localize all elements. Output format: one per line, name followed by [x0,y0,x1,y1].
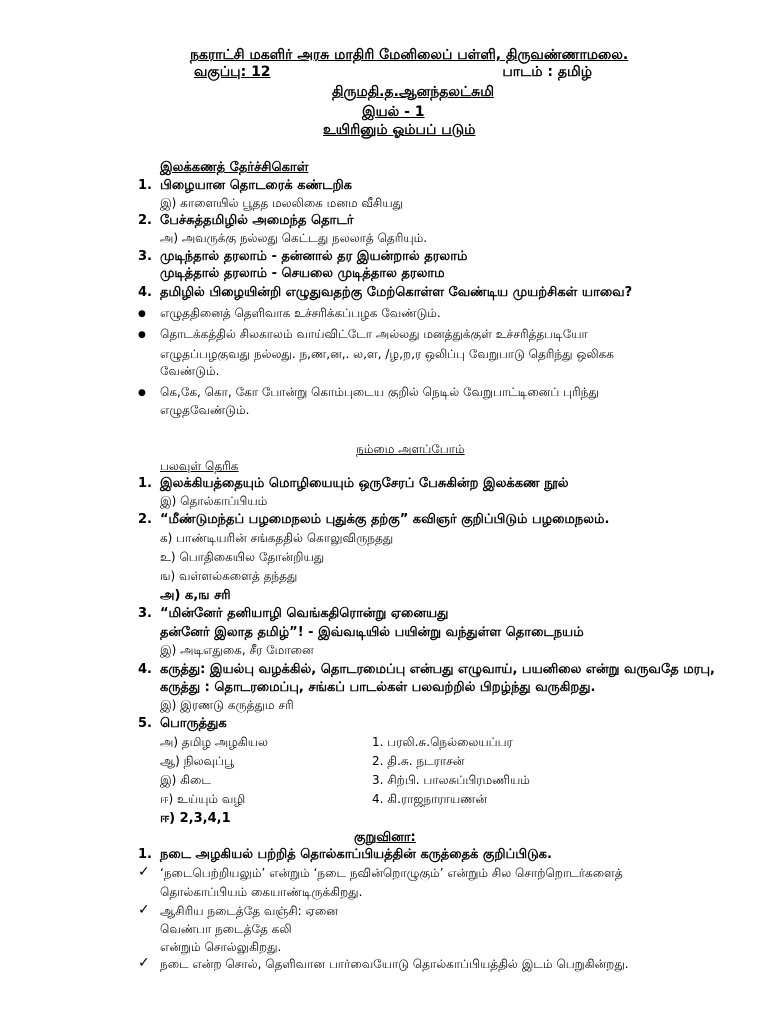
lesson-title: உயிரினும் ஓம்பப் படும் [323,122,476,138]
match-left-item: ஈ) உய்யும் வழி [160,792,246,806]
bullet-continuation: எழுதவேண்டும். [160,403,250,417]
question: 4. கருத்து: இயல்பு வழக்கில், தொடரமைப்பு என்பது எழுவாய், பயனிலை என்று வருவதே மரபு, [138,662,715,677]
answer: அ) அவருக்கு நல்லது கெட்டது நலலாத் தெரியும். [160,231,428,245]
question-line: கருத்து : தொடரமைப்பு, சங்கப் பாடல்கள் பலவற்றில் பிறழ்ந்து வருகிறது. [160,680,596,695]
bullet-continuation: எழுதப்பழகுவது நல்லது. ந,ண,ன,. ல,ள, /ழ,ற,ர ஒலிப்பு வேறுபாடு தெரிந்து ஒலிகக [160,347,614,361]
question: 3. முடிந்தால் தரலாம் - தன்னால் தர இயன்றால் தரலாம் [138,249,468,264]
question: 1. பிழையான தொடரைக் கண்டறிக [138,178,352,193]
option: க) பாண்டியரின் சங்கததில் கொலுவிருநதது [160,531,394,545]
answer: ஈ) 2,3,4,1 [160,811,231,826]
tick-line: நடை என்ற சொல், தெளிவான பார்வையோடு தொல்காப்பியத்தில் இடம் பெறுகின்றது. [160,957,629,971]
answer: இ) அடிஎதுகை, சீர மோனை [160,643,314,657]
section-title: நம்மை அளப்போம் [356,442,465,456]
match-right-item: 2. தி.சு. நடராசன் [372,754,465,768]
match-left-item: ஆ) நிலவுப்பூ [160,754,235,768]
class-label: வகுப்பு: 12 [194,64,271,80]
question: 2. “மீண்டுமந்தப் பழமைநலம் புதுக்கு தற்கு” கவிஞர் குறிப்பிடும் பழமைநலம். [138,512,610,527]
answer: இ) இரணடு கருத்தும சரி [160,698,294,712]
answer: இ) காளையில் பூதத மலலிகை மனம வீசியது [160,196,404,210]
match-right-item: 1. பரலி.சு.நெல்லையப்பர [372,735,513,749]
check-mark-icon: ✓ [138,902,150,918]
tick-line: வெண்பா நடைத்தே கலி [160,922,292,936]
question: 5. பொருத்துக [138,716,227,731]
subject-label: பாடம் : தமிழ் [502,64,592,80]
bullet-continuation: வேண்டும். [160,364,220,378]
question-line: தன்னேர் இலாத தமிழ்”! - இவ்வடியில் பயின்று வந்துள்ள தொடைநயம் [160,625,584,640]
section-subtitle: பலவுள் தெரிக [160,459,239,473]
school-name: நகராட்சி மகளிர் அரசு மாதிரி மேனிலைப் பள்ளி, திருவண்ணாமலை. [190,47,629,63]
bullet-item: ● எழுததினைத் தெளிவாக உச்சரிக்கப்பழக வேண்டும். [160,306,441,322]
option: உ) பொதிகையில தோன்றியது [160,550,325,564]
question: 2. பேச்சுத்தமிழில் அமைந்த தொடர் [138,213,354,228]
match-right-item: 3. சிற்பி. பாலசுப்பிரமணியம் [372,773,530,787]
check-mark-icon: ✓ [138,864,150,880]
bullet-item: ● கெ,கே, கொ, கோ போன்று கொம்புடைய குறில் நெடில் வேறுபாட்டினைப் புரிந்து [160,385,599,401]
section-title: இலக்கணத் தேர்ச்சிகொள் [160,160,309,175]
match-right-item: 4. கி.ராஜநாராயணன் [372,792,488,806]
question: 1. இலக்கியத்தையும் மொழியையும் ஒருசேரப் பேசுகின்ற இலக்கண நூல் [138,476,569,491]
match-left-item: அ) தமிழ அழகியல [160,735,269,749]
match-left-item: இ) கிடை [160,773,211,787]
answer: அ) க,ங சரி [160,588,231,603]
question: 1. நடை அழகியல் பற்றித் தொல்காப்பியத்தின் கருத்தைக் குறிப்பிடுக. [138,847,552,862]
teacher-name: திருமதி.த.ஆனந்தலட்சுமி [332,84,494,100]
tick-line: என்றும் சொல்லுகிறது. [160,940,282,954]
question: 4. தமிழில் பிழையின்றி எழுதுவதற்கு மேற்கொள்ள வேண்டிய முயற்சிகள் யாவை? [138,285,633,300]
class-subject-line [194,64,592,82]
answer: இ) தொல்காப்பியம் [160,494,268,508]
question-line: முடித்தால் தரலாம் - செயலை முடித்தால தரலாம [160,266,445,281]
check-mark-icon: ✓ [138,955,150,971]
bullet-item: ● தொடக்கத்தில் சிலகாலம் வாய்விட்டோ அல்லது மனத்துக்குள் உச்சரித்தபடியோ [160,327,588,343]
question: 3. “மின்னேர் தனியாழி வெங்கதிரொன்று ஏனையது [138,606,449,621]
option: ங) வள்ளல்களைத் தந்தது [160,569,298,583]
unit-title: இயல் - 1 [362,104,425,120]
section-title: குறுவினா: [354,830,416,845]
tick-line: ஆசிரிய நடைத்தே வஞ்சி: ஏனை [160,904,338,918]
tick-line: தொல்காப்பியம் கையாண்டிருக்கிறது. [160,885,363,899]
tick-line: ‘நடைபெற்றியலும்’ என்றும் ‘நடை நவின்றொழுகும்’ என்றும் சில சொற்றொடர்களைத் [160,866,623,880]
